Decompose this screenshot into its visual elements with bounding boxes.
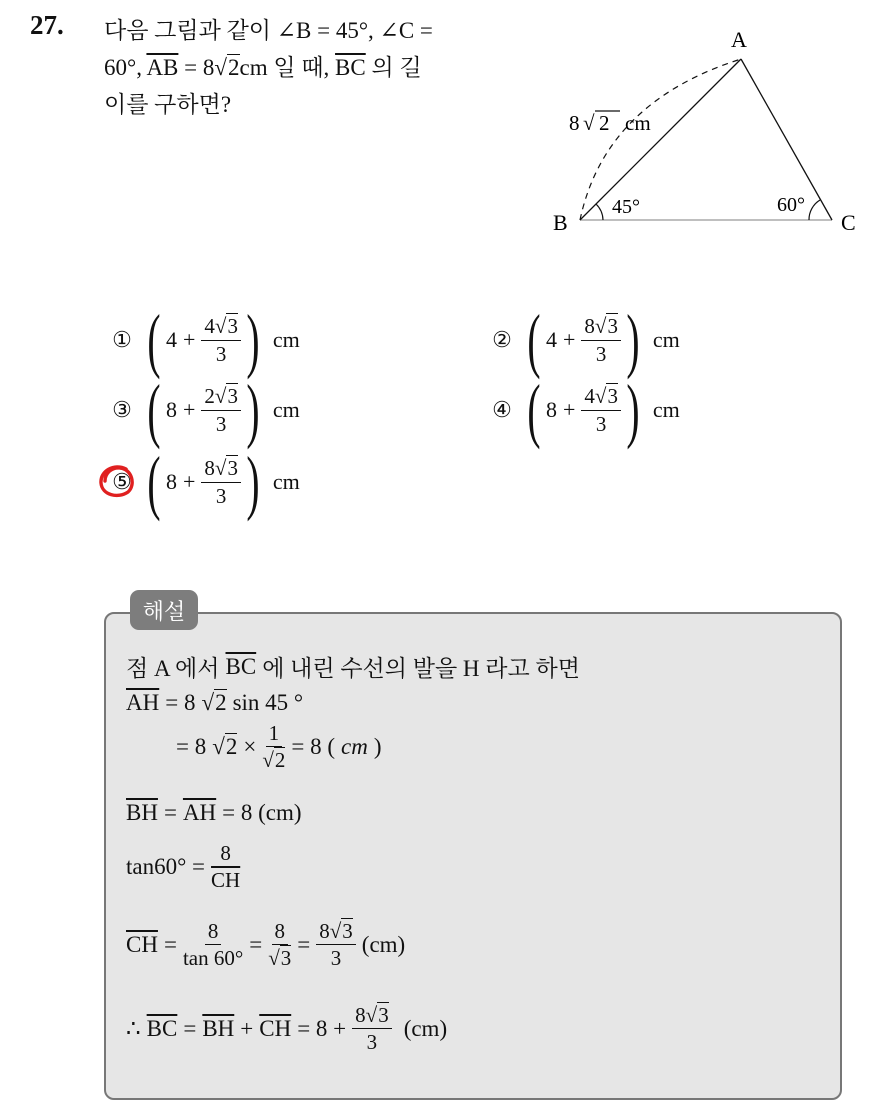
question-line-3: 이를 구하면?: [104, 92, 232, 117]
num-coef: 8: [204, 456, 215, 481]
sol-fraction: $\frac{8√3}{3}$: [352, 1004, 392, 1053]
choice-mark: ①: [112, 327, 132, 352]
num: 1: [266, 722, 283, 747]
den: 3: [595, 341, 607, 366]
sol-fraction: $\frac{8}{√3}$: [268, 919, 292, 971]
side-label-sqrt: √: [583, 111, 595, 135]
sol-fraction: $\frac{1}{√2}$: [262, 721, 286, 773]
den: 3: [330, 946, 342, 971]
sol-segment-ah: $\overline{AH}$: [182, 800, 217, 825]
solution-eq-ch: [126, 920, 405, 969]
side-label-root: 2: [599, 111, 610, 135]
sol-fraction: $\frac{8√3}{3}$: [316, 920, 356, 969]
q-sqrt: √2: [214, 55, 240, 80]
paren-close: ): [246, 300, 260, 380]
choice-expression: [166, 385, 241, 434]
den-root: 3: [280, 946, 292, 971]
sol-text: =: [163, 931, 177, 957]
solution-eq-ah-2: [176, 722, 382, 771]
den-root: 2: [274, 748, 286, 773]
choice-3[interactable]: [102, 370, 300, 450]
num: 8: [217, 842, 234, 867]
selection-ring-icon: [96, 461, 138, 503]
sol-text: 에 내린 수선의 발을 H 라고 하면: [262, 656, 580, 681]
choice-expression: [166, 457, 241, 506]
triangle-figure: [545, 22, 875, 247]
question-line-1: 다음 그림과 같이 ∠B = 45°, ∠C =: [104, 18, 433, 43]
sol-text: = 8: [165, 690, 196, 715]
plus-sign: +: [182, 469, 196, 494]
solution-eq-tan: [126, 842, 240, 891]
choice-mark: ③: [112, 397, 132, 422]
num: 8: [272, 920, 289, 945]
sol-text: +: [240, 1015, 254, 1041]
paren-open: (: [527, 370, 541, 450]
choice-fraction: $\frac{8√3}{3}$: [581, 315, 621, 364]
choice-expression: [546, 385, 621, 434]
sol-text: (cm): [403, 1015, 448, 1041]
plus-sign: +: [182, 397, 196, 422]
choice-int: 8: [545, 397, 557, 422]
choice-unit: cm: [652, 397, 680, 422]
angle-b-arc: [596, 204, 603, 220]
plus-sign: +: [562, 397, 576, 422]
sol-text: =: [183, 1015, 197, 1041]
sol-segment-bc: $\overline{BC}$: [146, 1015, 178, 1041]
num-coef: 4: [584, 384, 595, 409]
q-tail: 의 길: [371, 55, 422, 80]
choice-fraction: $\frac{2√3}{3}$: [201, 385, 241, 434]
choice-expression: [546, 315, 621, 364]
num-root: 3: [342, 919, 353, 943]
vertex-b-label: B: [553, 210, 568, 235]
plus-sign: +: [182, 327, 196, 352]
sol-unit-italic: cm: [341, 733, 368, 759]
angle-c-label: 60°: [777, 194, 805, 216]
sol-sqrt: √2: [201, 690, 227, 715]
sol-fraction: [211, 842, 240, 891]
choice-5[interactable]: [102, 442, 300, 522]
num: 8: [205, 920, 222, 945]
sol-segment-bh: $\overline{BH}$: [126, 800, 158, 825]
times-sign: ×: [243, 733, 257, 759]
choice-unit: cm: [272, 397, 300, 422]
choice-int: 4: [545, 327, 557, 352]
sol-segment-ah: $\overline{AH}$: [126, 690, 160, 715]
side-label-coef: 8: [569, 111, 580, 135]
choice-int: 8: [165, 397, 177, 422]
therefore-icon: ∴: [126, 1015, 141, 1041]
sol-sqrt: √2: [212, 733, 238, 759]
choice-unit: cm: [272, 469, 300, 494]
choice-fraction: $\frac{4√3}{3}$: [581, 385, 621, 434]
sol-segment-bh: $\overline{BH}$: [202, 1015, 235, 1041]
question-line-2: [104, 49, 534, 86]
num-root: 3: [227, 456, 238, 481]
sol-text: = 8: [176, 733, 207, 759]
paren-close: ): [626, 300, 640, 380]
num-root: 3: [227, 314, 238, 339]
paren-open: (: [147, 442, 161, 522]
num-coef: 8: [319, 919, 330, 943]
paren-close: ): [626, 370, 640, 450]
sol-text: = 8 +: [297, 1015, 347, 1041]
choice-int: 8: [165, 469, 177, 494]
choice-2[interactable]: [482, 300, 680, 380]
q-angle-c-value: 60°,: [104, 55, 142, 80]
solution-eq-ah: [126, 690, 303, 716]
question-number: 27.: [30, 10, 64, 40]
den: 3: [366, 1030, 378, 1055]
sol-text: ): [373, 733, 382, 759]
choice-unit: cm: [272, 327, 300, 352]
choice-1[interactable]: [102, 300, 300, 380]
den: 3: [215, 341, 227, 366]
paren-open: (: [147, 370, 161, 450]
paren-close: ): [246, 370, 260, 450]
den: 3: [215, 483, 227, 508]
sol-text: (cm): [361, 931, 406, 957]
sol-text: = 8 (: [291, 733, 336, 759]
sol-text: tan60° =: [126, 853, 206, 879]
sol-text: =: [297, 931, 311, 957]
num-coef: 2: [204, 384, 215, 409]
triangle-svg: [545, 22, 875, 247]
solution-eq-bh: [126, 800, 302, 826]
paren-open: (: [527, 300, 541, 380]
question-text: [104, 12, 534, 123]
solution-eq-final: [126, 1004, 447, 1053]
solution-line-1: [126, 650, 580, 683]
choice-unit: cm: [652, 327, 680, 352]
num-root: 3: [607, 384, 618, 409]
sol-segment-ch: $\overline{CH}$: [259, 1015, 292, 1041]
paren-open: (: [147, 300, 161, 380]
q-eq: = 8: [184, 55, 215, 80]
choice-mark: ④: [492, 397, 512, 422]
choice-4[interactable]: [482, 370, 680, 450]
num-root: 3: [378, 1003, 389, 1027]
side-label-unit: cm: [625, 111, 651, 135]
plus-sign: +: [562, 327, 576, 352]
vertex-a-label: A: [731, 27, 747, 52]
vertex-c-label: C: [841, 210, 856, 235]
sol-text: =: [249, 931, 263, 957]
choice-int: 4: [165, 327, 177, 352]
sol-text: 점 A 에서: [126, 656, 220, 681]
num-coef: 4: [204, 314, 215, 339]
side-ab: [580, 59, 741, 220]
choice-mark: ②: [492, 327, 512, 352]
choice-fraction: $\frac{8√3}{3}$: [201, 457, 241, 506]
q-segment-bc: $\overline{BC}$: [335, 55, 366, 80]
paren-close: ): [246, 442, 260, 522]
angle-b-label: 45°: [612, 196, 640, 218]
num-root: 3: [227, 384, 238, 409]
sol-text: sin 45 °: [232, 690, 304, 715]
num-root: 3: [607, 314, 618, 339]
den: 3: [215, 411, 227, 436]
q-segment-ab: $\overline{AB}$: [146, 55, 179, 80]
den: 3: [595, 411, 607, 436]
num-coef: 8: [355, 1003, 366, 1027]
angle-c-arc: [809, 200, 820, 220]
sol-text: =: [163, 800, 177, 825]
q-unit: cm 일 때,: [239, 55, 330, 80]
sol-segment-bc: $\overline{BC}$: [225, 653, 257, 679]
num-coef: 8: [584, 314, 595, 339]
choice-fraction: $\frac{4√3}{3}$: [201, 315, 241, 364]
sol-segment-ch: $\overline{CH}$: [126, 931, 158, 957]
choice-mark: ⑤: [112, 469, 132, 494]
choice-expression: [166, 315, 241, 364]
sol-text: = 8 (cm): [222, 800, 302, 825]
den: CH: [211, 868, 241, 893]
solution-tag: 해설: [130, 590, 198, 630]
sol-fraction: [183, 920, 243, 969]
den: tan 60°: [182, 946, 244, 971]
